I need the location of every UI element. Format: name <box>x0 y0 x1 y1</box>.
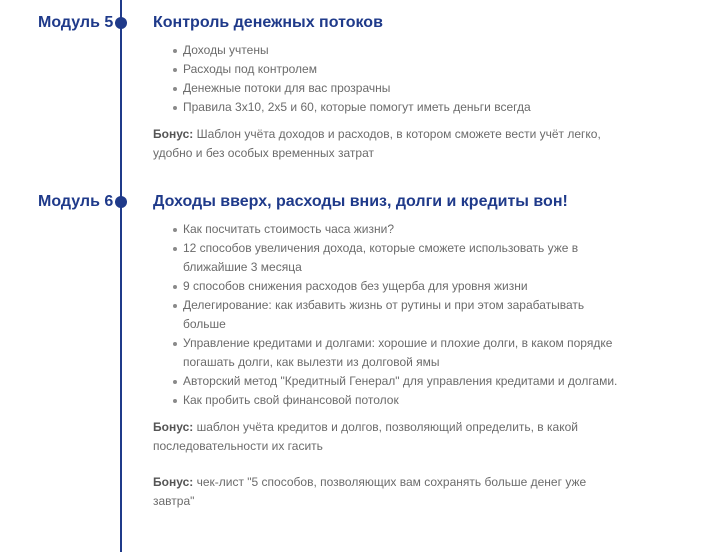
module-label: Модуль 5 <box>38 14 114 31</box>
topic-text: 12 способов увеличения дохода, которые сможете использовать уже в ближайшие 3 месяца <box>183 241 579 274</box>
module-title: Контроль денежных потоков <box>153 14 383 31</box>
topic-text: Доходы учтены <box>183 43 269 57</box>
bonus-label: Бонус: <box>153 420 194 434</box>
bonus-note <box>153 125 623 163</box>
bullet-icon <box>173 87 177 91</box>
bullet-icon <box>173 304 177 308</box>
timeline-line <box>120 0 122 552</box>
bonus-text: Шаблон учёта доходов и расходов, в котором сможете вести учёт легко, удобно и без особых временных затрат <box>153 127 601 160</box>
bonus-label: Бонус: <box>153 127 194 141</box>
bullet-icon <box>173 380 177 384</box>
module-label: Модуль 6 <box>38 193 114 210</box>
bullet-icon <box>173 68 177 72</box>
topic-item <box>153 296 623 334</box>
module-title: Доходы вверх, расходы вниз, долги и кредиты вон! <box>153 193 568 210</box>
topic-text: Как пробить свой финансовой потолок <box>183 393 399 407</box>
topic-text: Расходы под контролем <box>183 62 317 76</box>
topic-item <box>153 41 623 60</box>
bonus-note <box>153 473 623 511</box>
bonus-text: шаблон учёта кредитов и долгов, позволяющий определить, в какой последовательности их гасить <box>153 420 578 453</box>
bullet-icon <box>173 285 177 289</box>
topic-text: 9 способов снижения расходов без ущерба для уровня жизни <box>183 279 528 293</box>
bullet-icon <box>173 399 177 403</box>
topic-list <box>153 41 623 117</box>
topic-text: Авторский метод "Кредитный Генерал" для управления кредитами и долгами. <box>183 374 618 388</box>
bullet-icon <box>173 106 177 110</box>
topic-text: Делегирование: как избавить жизнь от рутины и при этом зарабатывать больше <box>183 298 585 331</box>
bonus-text: чек-лист "5 способов, позволяющих вам сохранять больше денег уже завтра" <box>153 475 587 508</box>
topic-item <box>153 60 623 79</box>
topic-text: Управление кредитами и долгами: хорошие и плохие долги, в каком порядке погашать долги, как вылезти из долговой ямы <box>183 336 613 369</box>
topic-list <box>153 220 623 410</box>
topic-item <box>153 277 623 296</box>
topic-item <box>153 220 623 239</box>
topic-item <box>153 372 623 391</box>
module-body <box>153 192 623 523</box>
topic-text: Как посчитать стоимость часа жизни? <box>183 222 395 236</box>
bullet-icon <box>173 247 177 251</box>
bonus-note <box>153 418 623 456</box>
topic-text: Правила 3х10, 2х5 и 60, которые помогут иметь деньги всегда <box>183 100 531 114</box>
module-body <box>153 13 623 175</box>
topic-item <box>153 98 623 117</box>
topic-item <box>153 239 623 277</box>
topic-text: Денежные потоки для вас прозрачны <box>183 81 391 95</box>
topic-item <box>153 391 623 410</box>
topic-item <box>153 334 623 372</box>
bullet-icon <box>173 342 177 346</box>
bullet-icon <box>173 49 177 53</box>
bullet-icon <box>173 228 177 232</box>
topic-item <box>153 79 623 98</box>
timeline-dot-icon <box>115 17 127 29</box>
timeline-dot-icon <box>115 196 127 208</box>
bonus-label: Бонус: <box>153 475 194 489</box>
